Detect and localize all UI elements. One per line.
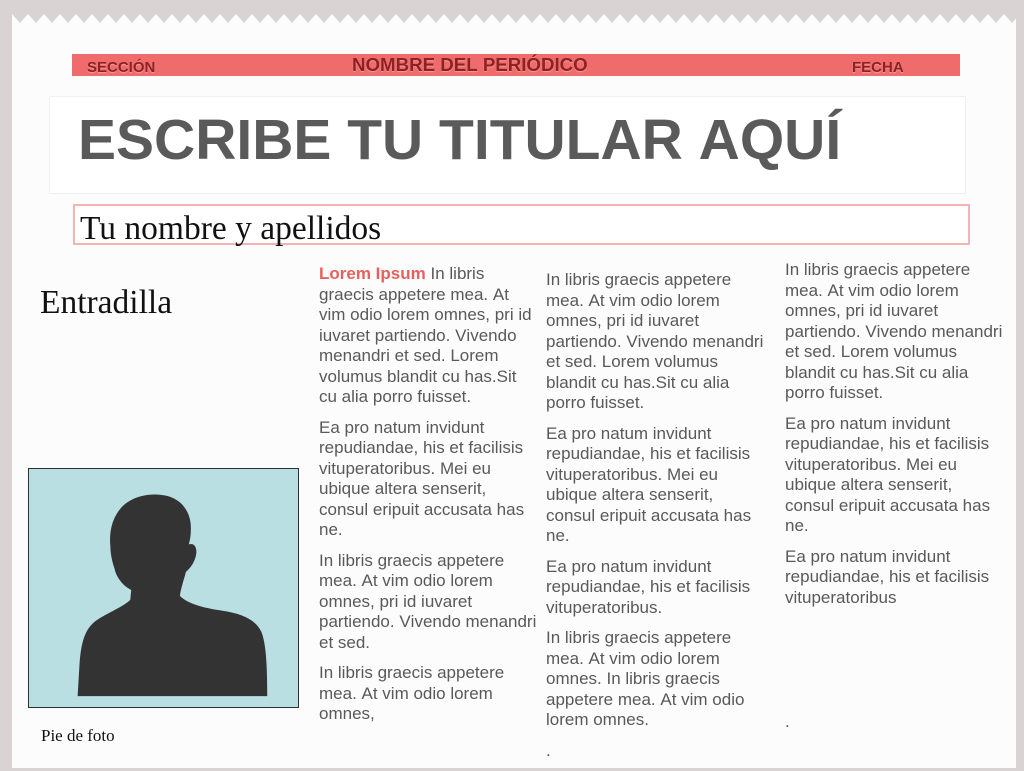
- article-paragraph[interactable]: Ea pro natum invidunt repudiandae, his et facilisis vituperatoribus. Mei eu ubique altera senserit, consul eripuit accusata has ne.: [319, 417, 525, 539]
- article-paragraph[interactable]: .: [546, 740, 551, 760]
- date-label[interactable]: FECHA: [852, 59, 904, 76]
- article-paragraph[interactable]: Ea pro natum invidunt repudiandae, his et facilisis vituperatoribus.: [546, 556, 751, 617]
- person-silhouette-icon: [29, 469, 298, 707]
- article-paragraph[interactable]: In libris graecis appetere mea. At vim odio lorem omnes, pri id iuvaret partiendo. Vivendo menandri et sed. Lorem volumus blandit cu has.Sit cu alia porro fuisset.: [546, 270, 764, 412]
- article-paragraph[interactable]: In libris graecis appetere mea. At vim odio lorem omnes,: [319, 663, 505, 723]
- article-paragraph[interactable]: [319, 264, 538, 408]
- article-paragraph[interactable]: Ea pro natum invidunt repudiandae, his et facilisis vituperatoribus. Mei eu ubique altera senserit, consul eripuit accusata has ne.: [785, 413, 991, 535]
- headline[interactable]: ESCRIBE TU TITULAR AQUÍ: [78, 108, 842, 172]
- article-paragraph[interactable]: .: [785, 711, 790, 731]
- byline[interactable]: Tu nombre y apellidos: [80, 210, 382, 247]
- photo-caption[interactable]: Pie de foto: [41, 726, 115, 745]
- newspaper-name[interactable]: NOMBRE DEL PERIÓDICO: [352, 54, 588, 75]
- article-paragraph[interactable]: In libris graecis appetere mea. At vim odio lorem omnes, pri id iuvaret partiendo. Vivendo menandri et sed. Lorem volumus blandit cu has.Sit cu alia porro fuisset.: [785, 260, 1003, 402]
- article-column-3[interactable]: [785, 260, 1004, 742]
- lead-in-text[interactable]: Lorem Ipsum: [319, 264, 426, 283]
- article-column-2[interactable]: [546, 270, 765, 771]
- article-paragraph[interactable]: In libris graecis appetere mea. At vim odio lorem omnes. In libris graecis appetere mea. At vim odio lorem omnes.: [546, 628, 745, 729]
- photo-placeholder[interactable]: [28, 468, 299, 708]
- article-paragraph[interactable]: Ea pro natum invidunt repudiandae, his et facilisis vituperatoribus: [785, 546, 990, 607]
- article-paragraph[interactable]: Ea pro natum invidunt repudiandae, his et facilisis vituperatoribus. Mei eu ubique altera senserit, consul eripuit accusata has ne.: [546, 423, 752, 545]
- paragraph-text[interactable]: In libris graecis appetere mea. At vim odio lorem omnes, pri id iuvaret partiendo. Vivendo menandri et sed. Lorem volumus blandit cu has.Sit cu alia porro fuisset.: [319, 264, 532, 406]
- lead-paragraph[interactable]: Entradilla: [40, 284, 173, 321]
- section-label[interactable]: SECCIÓN: [87, 59, 156, 76]
- article-column-1[interactable]: [319, 264, 538, 735]
- torn-paper-edge: [12, 14, 1016, 24]
- article-paragraph[interactable]: In libris graecis appetere mea. At vim odio lorem omnes, pri id iuvaret partiendo. Vivendo menandri et sed.: [319, 550, 537, 652]
